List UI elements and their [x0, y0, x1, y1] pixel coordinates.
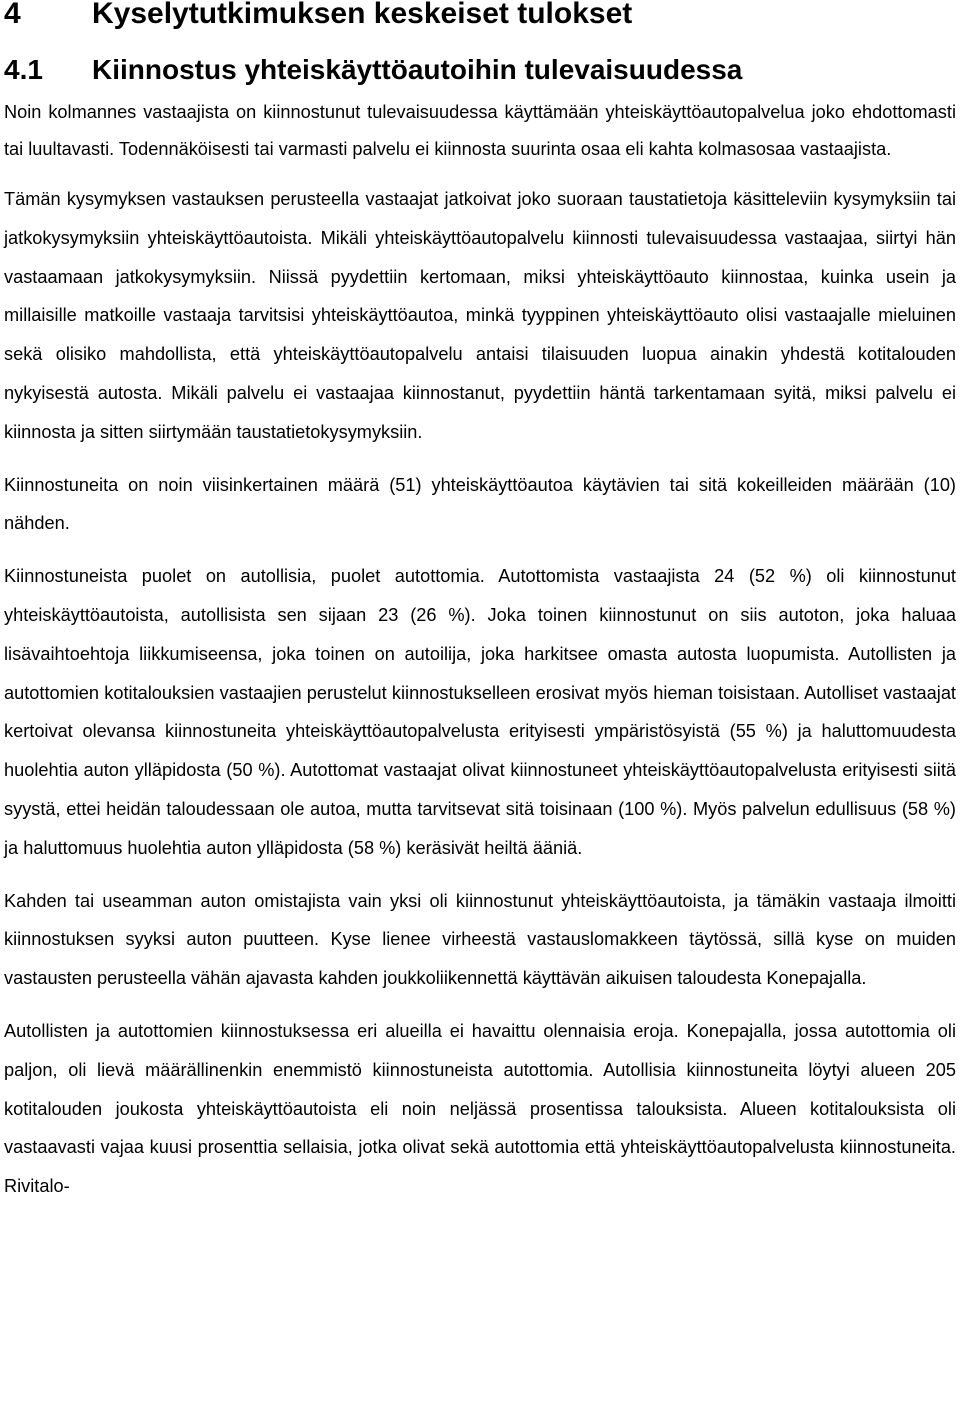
paragraph: Kahden tai useamman auton omistajista vain yksi oli kiinnostunut yhteiskäyttöautoista, ja tämäkin vastaaja ilmoitti kiinnostuksen syyksi auton puutteen. Kyse lienee virheestä vastauslomakkeen täytössä, sillä kyse on muiden vastausten perusteella vähän ajavasta kahden joukkoliikennettä käyttävän aikuisen taloudesta Konepajalla. [4, 890, 956, 989]
section-heading [4, 52, 742, 88]
chapter-number: 4 [4, 0, 21, 30]
paragraph: Autollisten ja autottomien kiinnostuksessa eri alueilla ei havaittu olennaisia eroja. Konepajalla, jossa autottomia oli paljon, oli lievä määrällinenkin enemmistö kiinnostuneista autottomia. Autollisia kiinnostuneita löytyi alueen 205 kotitalouden joukosta yhteiskäyttöautoista eli noin neljässä prosentissa talouksista. Alueen kotitalouksista oli vastaavasti vajaa kuusi prosenttia sellaisia, jotka olivat sekä autottomia että yhteiskäyttöautopalvelusta kiinnostuneita. Rivitalo- [4, 1020, 956, 1197]
body-text [4, 94, 956, 1220]
paragraph: Kiinnostuneista puolet on autollisia, puolet autottomia. Autottomista vastaajista 24 (52 %) oli kiinnostunut yhteiskäyttöautoista, autollisista sen sijaan 23 (26 %). Joka toinen kiinnostunut on siis autoton, joka haluaa lisävaihtoehtoja liikkumiseensa, joka toinen on autoilija, joka harkitsee omasta autosta luopumista. Autollisten ja autottomien kotitalouksien vastaajien perustelut kiinnostukselleen erosivat myös hieman toisistaan. Autolliset vastaajat kertoivat olevansa kiinnostuneita yhteiskäyttöautopalvelusta erityisesti ympäristösyistä (55 %) ja haluttomuudesta huolehtia auton ylläpidosta (50 %). Autottomat vastaajat olivat kiinnostuneet yhteiskäyttöautopalvelusta erityisesti siitä syystä, ettei heidän taloudessaan ole autoa, mutta tarvitsevat sitä toisinaan (100 %). Myös palvelun edullisuus (58 %) ja haluttomuus huolehtia auton ylläpidosta (58 %) keräsivät heiltä ääniä. [4, 566, 956, 858]
paragraph: Tämän kysymyksen vastauksen perusteella vastaajat jatkoivat joko suoraan taustatietoja käsitteleviin kysymyksiin tai jatkokysymyksiin yhteiskäyttöautoista. Mikäli yhteiskäyttöautopalvelu kiinnosti tulevaisuudessa vastaajaa, siirtyi hän vastaamaan jatkokysymyksiin. Niissä pyydettiin kertomaan, miksi yhteiskäyttöauto kiinnostaa, kuinka usein ja millaisille matkoille vastaaja tarvitsisi yhteiskäyttöautoa, minkä tyyppinen yhteiskäyttöauto olisi vastaajalle mieluinen sekä olisiko mahdollista, että yhteiskäyttöautopalvelu antaisi tilaisuuden luopua ainakin yhdestä kotitalouden nykyisestä autosta. Mikäli palvelu ei vastaajaa kiinnostanut, pyydettiin häntä tarkentamaan syitä, miksi palvelu ei kiinnosta ja sitten siirtymään taustatietokysymyksiin. [4, 189, 956, 442]
chapter-title: Kyselytutkimuksen keskeiset tulokset [92, 0, 633, 30]
section-number: 4.1 [4, 54, 43, 85]
section-title: Kiinnostus yhteiskäyttöautoihin tulevaisuudessa [92, 54, 743, 85]
paragraph: Noin kolmannes vastaajista on kiinnostunut tulevaisuudessa käyttämään yhteiskäyttöautopalvelua joko ehdottomasti tai luultavasti. Todennäköisesti tai varmasti palvelu ei kiinnosta suurinta osaa eli kahta kolmasosaa vastaajista. [4, 102, 956, 159]
chapter-heading [4, 0, 632, 34]
paragraph: Kiinnostuneita on noin viisinkertainen määrä (51) yhteiskäyttöautoa käytävien tai sitä kokeilleiden määrään (10) nähden. [4, 474, 956, 534]
